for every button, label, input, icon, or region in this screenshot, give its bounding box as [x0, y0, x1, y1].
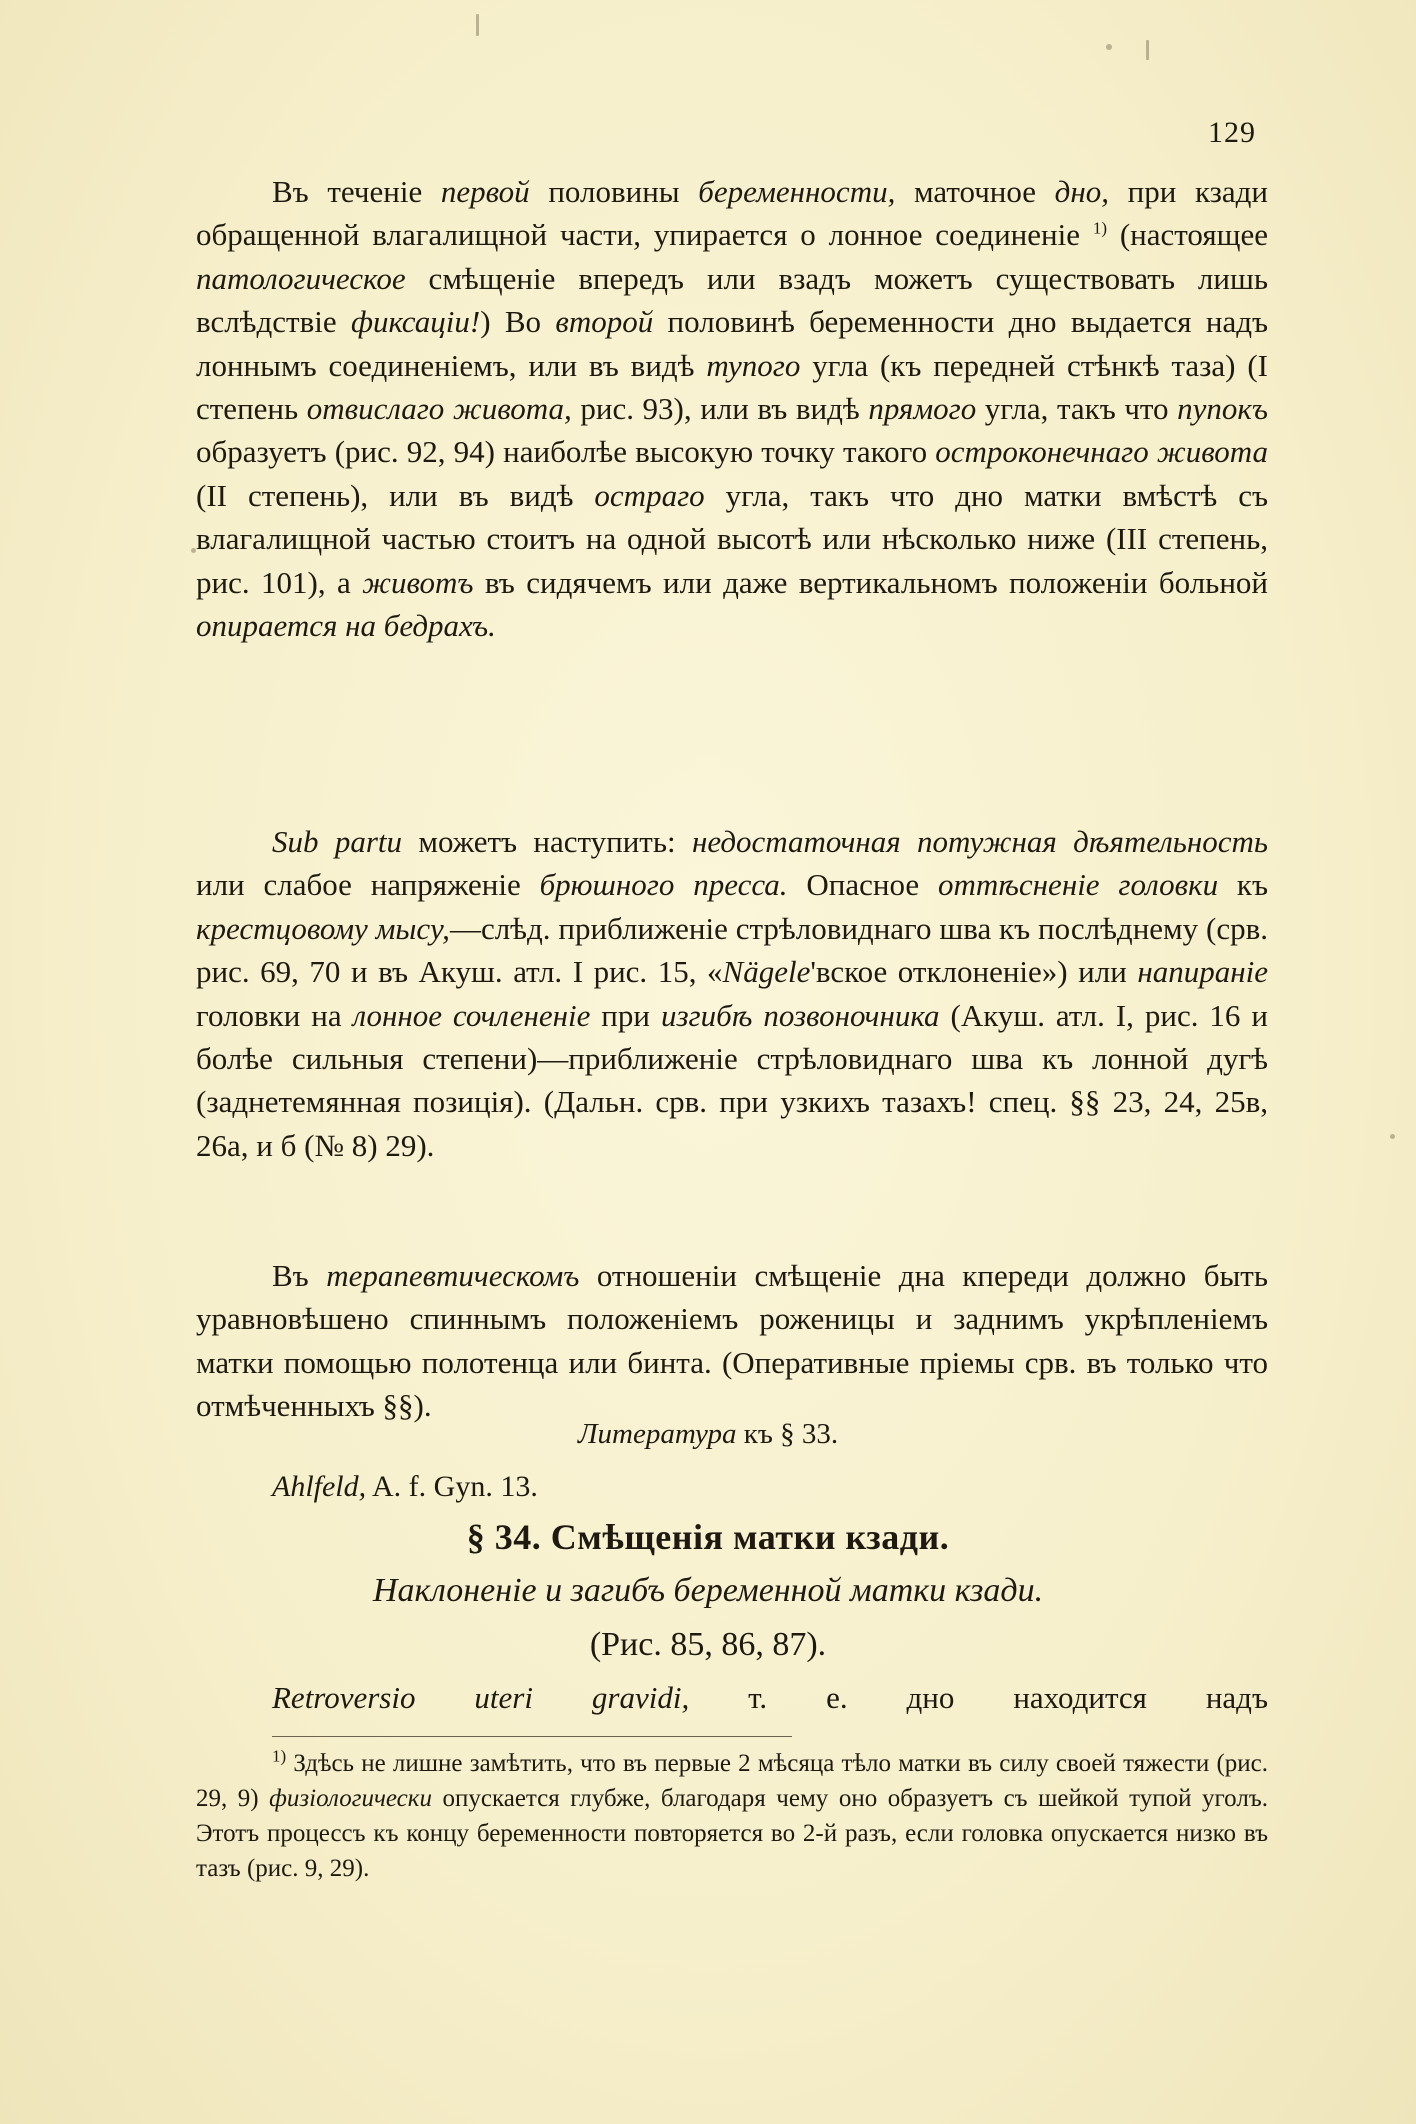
footnote: $^{1)}$ Здѣсь не лишне замѣтить, что въ первые 2 мѣсяца тѣло матки въ силу своей тяжести (рис. 29, 9) физiологически опускается глубже, благодаря чему оно образуетъ съ шейкой тупой уголъ. Этотъ процессъ къ концу беременности повторяется во 2-й разъ, если головка опускается низко въ тазъ (рис. 9, 29).	[196, 1746, 1269, 1882]
footnote-reference: 1)	[1092, 219, 1107, 239]
paper-speck	[1106, 44, 1112, 50]
paragraph-displacement-forward: Въ теченіе первой половины беременности, маточное дно, при кзади обращенной влагалищной части, упирается о лонное соединеніе $^{1)}$ (настоящее патологическое смѣщеніе впередъ или взадъ можетъ существовать лишь вслѣдствіе фиксаціи!) Во второй половинѣ беременности дно выдается надъ лоннымъ соединеніемъ, или въ видѣ тупого угла (къ передней стѣнкѣ таза) (I степень отвислаго живота, рис. 93), или въ видѣ прямого угла, такъ что пупокъ образуетъ (рис. 92, 94) наиболѣе высокую точку такого остроконечнаго живота (II степень), или въ видѣ остраго угла, такъ что дно матки вмѣстѣ съ влагалищной частью стоитъ на одной высотѣ или нѣсколько ниже (III степень, рис. 101), а животъ въ сидячемъ или даже вертикальномъ положеніи больной опирается на бедрахъ.	[196, 174, 1268, 644]
page-number: 129	[1208, 116, 1256, 149]
main-text	[196, 170, 1268, 1428]
footnote-marker: 1)	[272, 1746, 287, 1766]
section-figure-refs: (Рис. 85, 86, 87).	[589, 1626, 827, 1663]
section-title: § 34. Смѣщенія матки кзади.	[466, 1517, 950, 1557]
paper-speck	[1146, 40, 1149, 60]
literature-entry: Ahlfeld, A. f. Gyn. 13.	[272, 1470, 538, 1503]
footnote-divider	[272, 1736, 792, 1737]
section-subtitle: Наклоненіе и загибъ беременной матки кзади.	[372, 1572, 1044, 1609]
section-first-line: Retroversio uteri gravidi, т. е. дно находится надъ	[272, 1680, 1268, 1715]
paper-speck	[476, 14, 479, 36]
paragraph-sub-partu: Sub partu можетъ наступить: недостаточная потужная дѣятельность или слабое напряженіе брюшного пресса. Опасное оттѣсненіе головки къ крестцовому мысу,—слѣд. приближеніе стрѣловиднаго шва къ послѣднему (срв. рис. 69, 70 и въ Акуш. атл. I рис. 15, «Nägele'вское отклоненіе») или напираніе головки на лонное сочлененіе при изгибѣ позвоночника (Акуш. атл. I, рис. 16 и болѣе сильныя степени)—приближеніе стрѣловиднаго шва къ лонной дугѣ (заднетемянная позиція). (Дальн. срв. при узкихъ тазахъ! спец. §§ 23, 24, 25в, 26а, и б (№ 8) 29).	[196, 824, 1268, 1163]
paper-speck	[1390, 1134, 1395, 1139]
paragraph-therapy: Въ терапевтическомъ отношеніи смѣщеніе дна кпереди должно быть уравновѣшено спиннымъ положеніемъ роженицы и заднимъ укрѣпленіемъ матки помощью полотенца или бинта. (Оперативные пріемы срв. въ только что отмѣченныхъ §§).	[196, 1258, 1268, 1424]
literature-heading: Литература къ § 33.	[577, 1418, 839, 1450]
